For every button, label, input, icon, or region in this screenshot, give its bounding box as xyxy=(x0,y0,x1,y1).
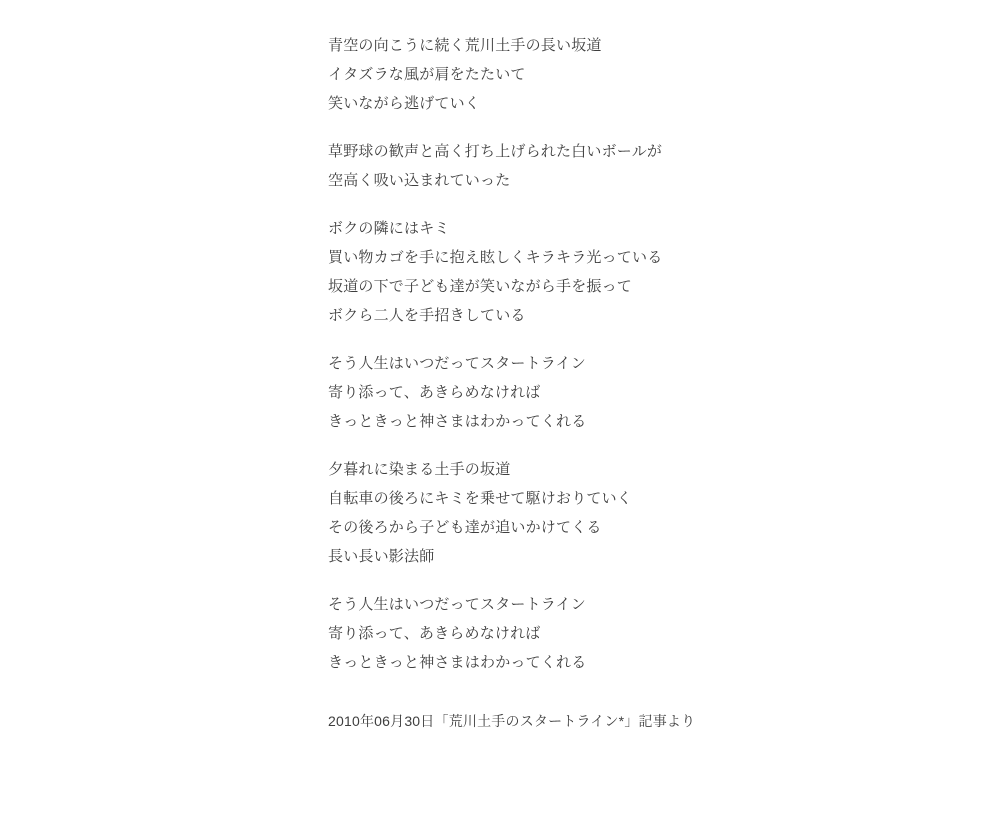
lyric-line: 坂道の下で子ども達が笑いながら手を振って xyxy=(328,278,633,295)
lyric-line: 青空の向こうに続く荒川土手の長い坂道 xyxy=(328,37,602,54)
stanza-3 xyxy=(328,214,963,330)
stanza-6-chorus xyxy=(328,590,963,677)
stanza-4-chorus xyxy=(328,349,963,436)
stanza-1 xyxy=(328,31,963,118)
lyric-line: ボクら二人を手招きしている xyxy=(328,307,526,324)
lyric-line: 夕暮れに染まる土手の坂道 xyxy=(328,461,511,478)
source-note: 2010年06月30日「荒川土手のスタートライン*」記事より xyxy=(328,713,696,729)
lyric-line: 草野球の歓声と高く打ち上げられた白いボールが xyxy=(328,143,663,160)
lyric-line: 寄り添って、あきらめなければ xyxy=(328,625,541,642)
stanza-5 xyxy=(328,455,963,571)
lyric-line: そう人生はいつだってスタートライン xyxy=(328,355,586,372)
lyric-line: 自転車の後ろにキミを乗せて駆けおりていく xyxy=(328,490,633,507)
lyric-line: 寄り添って、あきらめなければ xyxy=(328,384,541,401)
lyric-line: きっときっと神さまはわかってくれる xyxy=(328,413,587,430)
lyric-line: イタズラな風が肩をたたいて xyxy=(328,66,526,83)
lyric-line: そう人生はいつだってスタートライン xyxy=(328,596,586,613)
lyric-line: その後ろから子ども達が追いかけてくる xyxy=(328,519,602,536)
lyric-line: 長い長い影法師 xyxy=(328,548,435,565)
lyric-line: ボクの隣にはキミ xyxy=(328,220,450,237)
lyric-line: 笑いながら逃げていく xyxy=(328,95,481,112)
stanza-2 xyxy=(328,137,963,195)
lyric-line: 買い物カゴを手に抱え眩しくキラキラ光っている xyxy=(328,249,663,266)
lyric-line: 空高く吸い込まれていった xyxy=(328,172,511,189)
lyric-line: きっときっと神さまはわかってくれる xyxy=(328,654,587,671)
